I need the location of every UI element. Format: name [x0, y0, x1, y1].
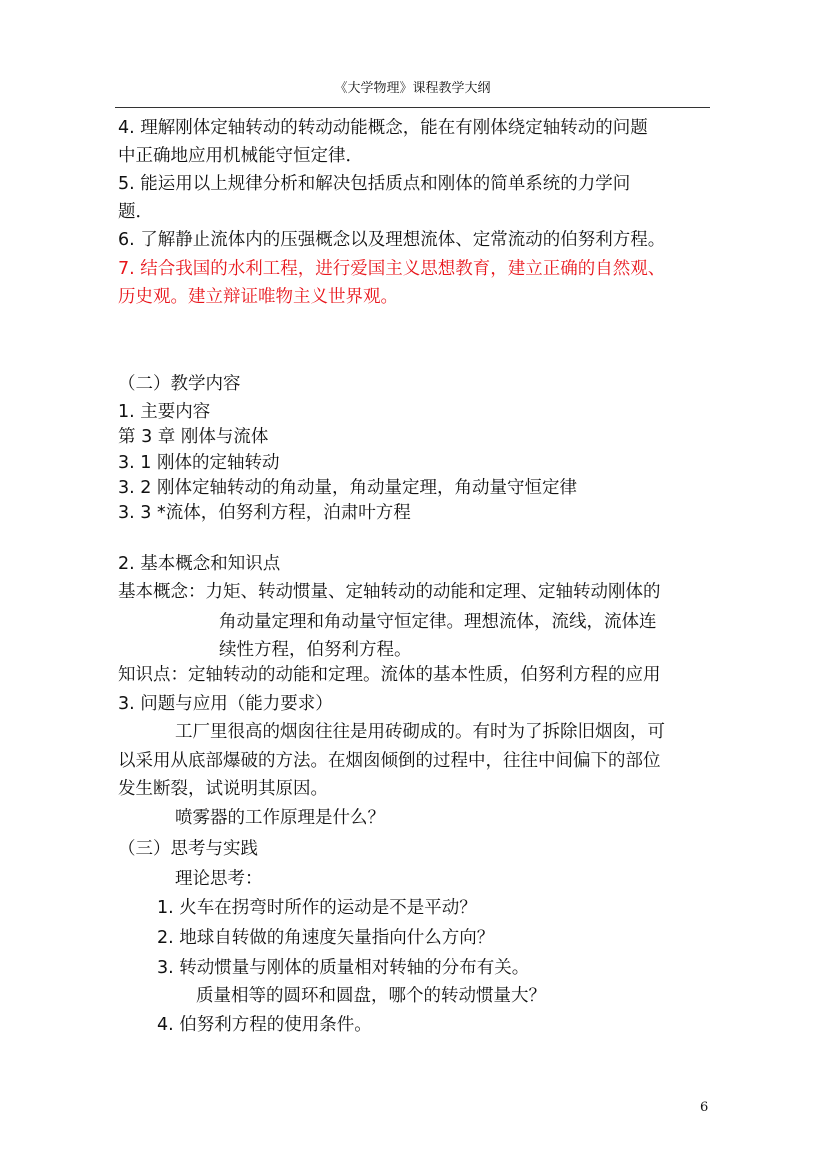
problems-title: 3. 问题与应用（能力要求）	[118, 694, 333, 714]
practice-subtitle: 理论思考：	[175, 869, 263, 889]
objective-7-line1: 7. 结合我国的水利工程，进行爱国主义思想教育，建立正确的自然观、	[118, 259, 666, 279]
objective-4-line1: 4. 理解刚体定轴转动的转动动能概念，能在有刚体绕定轴转动的问题	[118, 118, 648, 138]
content-item-3-3: 3. 3 *流体，伯努利方程，泊肃叶方程	[118, 503, 411, 523]
main-content-title: 1. 主要内容	[118, 402, 211, 422]
objective-4-line2: 中正确地应用机械能守恒定律．	[118, 146, 363, 166]
problem-1-line3: 发生断裂，试说明其原因。	[118, 779, 328, 799]
knowledge-points: 知识点：定轴转动的动能和定理。流体的基本性质，伯努利方程的应用	[118, 665, 661, 685]
page-header: 《大学物理》课程教学大纲	[334, 81, 491, 96]
problem-2: 喷雾器的工作原理是什么？	[175, 808, 385, 828]
concepts-line2: 角动量定理和角动量守恒定律。理想流体，流线，流体连	[219, 612, 657, 632]
content-item-3-2: 3. 2 刚体定轴转动的角动量，角动量定理，角动量守恒定律	[118, 478, 577, 498]
objective-7-line2: 历史观。建立辩证唯物主义世界观。	[118, 287, 398, 307]
concepts-title: 2. 基本概念和知识点	[118, 554, 281, 574]
question-4: 4. 伯努利方程的使用条件。	[157, 1015, 372, 1035]
section-title-practice: （三）思考与实践	[118, 839, 258, 859]
objective-6: 6. 了解静止流体内的压强概念以及理想流体、定常流动的伯努利方程。	[118, 230, 666, 250]
problem-1-line2: 以采用从底部爆破的方法。在烟囱倾倒的过程中，往往中间偏下的部位	[118, 751, 661, 771]
concepts-line3: 续性方程，伯努利方程。	[219, 640, 412, 660]
chapter-title: 第 3 章 刚体与流体	[118, 427, 269, 447]
page-number: 6	[700, 1100, 709, 1115]
concepts-line1: 基本概念：力矩、转动惯量、定轴转动的动能和定理、定轴转动刚体的	[118, 582, 661, 602]
objective-5-line2: 题．	[118, 202, 153, 222]
question-3-line1: 3. 转动惯量与刚体的质量相对转轴的分布有关。	[157, 958, 530, 978]
question-3-line2: 质量相等的圆环和圆盘，哪个的转动惯量大？	[196, 986, 546, 1006]
content-item-3-1: 3. 1 刚体的定轴转动	[118, 453, 280, 473]
section-title-teaching-content: （二）教学内容	[118, 374, 241, 394]
question-1: 1. 火车在拐弯时所作的运动是不是平动？	[157, 898, 477, 918]
objective-5-line1: 5. 能运用以上规律分析和解决包括质点和刚体的简单系统的力学问	[118, 174, 631, 194]
question-2: 2. 地球自转做的角速度矢量指向什么方向？	[157, 928, 495, 948]
header-rule	[115, 107, 710, 108]
problem-1-line1: 工厂里很高的烟囱往往是用砖砌成的。有时为了拆除旧烟囱，可	[175, 722, 665, 742]
